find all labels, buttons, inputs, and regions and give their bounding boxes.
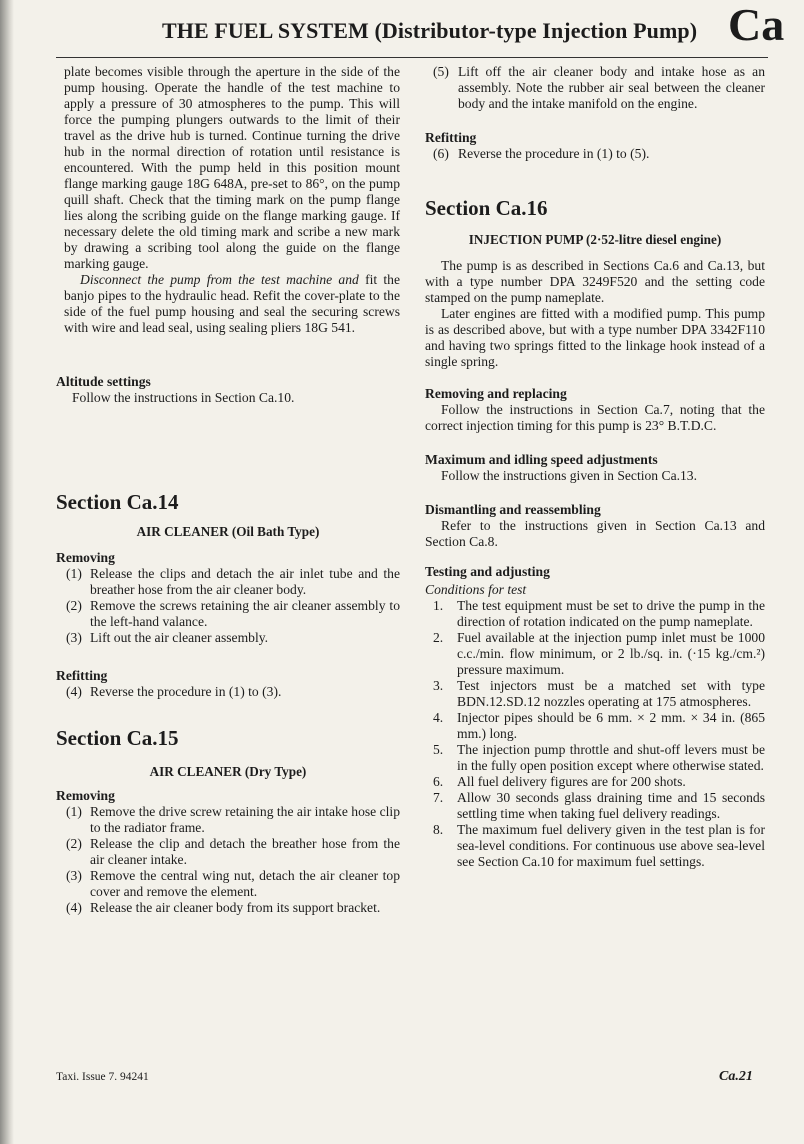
condition-item: [425, 790, 765, 822]
condition-number: 8.: [433, 822, 444, 837]
page-title: THE FUEL SYSTEM (Distributor-type Injection Pump): [162, 18, 698, 43]
dismantling-heading: Dismantling and reassembling: [425, 502, 601, 517]
condition-text: The maximum fuel delivery given in the test plan is for sea-level conditions. For continuous use above sea-level see Section Ca.10 for maximum fuel settings.: [457, 822, 765, 869]
condition-text: Injector pipes should be 6 mm. × 2 mm. × 34 in. (865 mm.) long.: [457, 710, 765, 741]
disconnect-italic: Disconnect the pump from the test machine and: [80, 272, 359, 287]
altitude-heading: Altitude settings: [56, 374, 151, 389]
section-16-para-1: The pump is as described in Sections Ca.6 and Ca.13, but with a type number DPA 3249F520 and the setting code stamped on the pump nameplate.: [425, 258, 765, 305]
list-item: (6) Reverse the procedure in (1) to (5).: [433, 146, 650, 161]
condition-item: [425, 598, 765, 630]
footer-issue: Taxi. Issue 7. 94241: [56, 1071, 149, 1083]
list-item: (1) Remove the drive screw retaining the air intake hose clip to the radiator frame.: [66, 804, 400, 835]
disconnect-rest: fit the banjo pipes to the hydraulic head. Refit the cover-plate to the side of the fuel pump housing and seal the securing screws with wire and lead seal, using sealing pliers 18G 541.: [64, 272, 400, 335]
condition-item: [425, 630, 765, 678]
page-binding-shadow: [0, 0, 14, 1144]
list-item: (1) Release the clips and detach the air inlet tube and the breather hose from the air cleaner body.: [66, 566, 400, 597]
condition-text: All fuel delivery figures are for 200 shots.: [457, 774, 686, 789]
section-15-removing-heading: Removing: [56, 788, 115, 803]
condition-number: 2.: [433, 630, 444, 645]
condition-text: Allow 30 seconds glass draining time and 15 seconds settling time when taking fuel delivery readings.: [457, 790, 765, 821]
condition-number: 6.: [433, 774, 444, 789]
removing-replacing-heading: Removing and replacing: [425, 386, 567, 401]
refitting-heading: Refitting: [425, 130, 477, 145]
section-15-subtitle: AIR CLEANER (Dry Type): [149, 764, 307, 779]
list-item: (3) Lift out the air cleaner assembly.: [66, 630, 269, 645]
footer-page-number: Ca.21: [719, 1069, 753, 1084]
list-item: (2) Release the clip and detach the breather hose from the air cleaner intake.: [66, 836, 400, 867]
removing-replacing-text: Follow the instructions in Section Ca.7, noting that the correct injection timing for this pump is 23° B.T.D.C.: [425, 402, 765, 433]
condition-item: [425, 774, 765, 790]
section-code: Ca: [728, 0, 785, 50]
conditions-list: [425, 598, 765, 870]
right-column: [425, 64, 765, 870]
condition-number: 3.: [433, 678, 444, 693]
intro-paragraph: plate becomes visible through the aperture in the side of the pump housing. Operate the handle of the test machine to apply a pressure of 30 atmospheres to the pump. This will force the pumping plungers outwards to the limit of their travel as the drive hub is turned. Continue turning the drive hub in the normal direction of rotation until resistance is encountered. With the pump held in this position mount flange marking gauge 18G 648A, pre-set to 86°, on the pump quill shaft. Check that the timing mark on the pump flange lies along the scribing guide on the flange marking gauge. If necessary delete the old timing mark and scribe a new mark by drawing a scribing tool along the guide on the flange marking gauge.: [64, 64, 400, 271]
altitude-text: Follow the instructions in Section Ca.10.: [72, 390, 295, 405]
section-14-subtitle: AIR CLEANER (Oil Bath Type): [136, 524, 320, 539]
condition-number: 7.: [433, 790, 444, 805]
section-15-heading: Section Ca.15: [56, 726, 179, 750]
condition-text: The test equipment must be set to drive the pump in the direction of rotation indicated on the pump nameplate.: [457, 598, 765, 629]
condition-text: Test injectors must be a matched set with type BDN.12.SD.12 nozzles operating at 175 atmospheres.: [457, 678, 765, 709]
max-idle-text: Follow the instructions given in Section Ca.13.: [441, 468, 697, 483]
conditions-heading: Conditions for test: [425, 582, 527, 597]
list-item: (5) Lift off the air cleaner body and intake hose as an assembly. Note the rubber air seal between the cleaner body and the intake manifold on the engine.: [433, 64, 765, 111]
page-header: [0, 0, 804, 56]
section-16-para-2: Later engines are fitted with a modified pump. This pump is as described above, but with a type number DPA 3342F110 and having two springs fitted to the linkage hook instead of a single spring.: [425, 306, 765, 369]
condition-number: 1.: [433, 598, 444, 613]
condition-text: The injection pump throttle and shut-off levers must be in the fully open position except where otherwise stated.: [457, 742, 765, 773]
dismantling-text: Refer to the instructions given in Section Ca.13 and Section Ca.8.: [425, 518, 765, 549]
condition-item: [425, 678, 765, 710]
section-14-refitting-heading: Refitting: [56, 668, 108, 683]
condition-item: [425, 742, 765, 774]
list-item: (4) Reverse the procedure in (1) to (3).: [66, 684, 282, 699]
section-16-heading: Section Ca.16: [425, 196, 548, 220]
section-14-removing-heading: Removing: [56, 550, 115, 565]
list-item: (4) Release the air cleaner body from its support bracket.: [66, 900, 381, 915]
disconnect-paragraph: [56, 272, 400, 336]
testing-heading: Testing and adjusting: [425, 564, 550, 579]
condition-text: Fuel available at the injection pump inlet must be 1000 c.c./min. flow minimum, or 2 lb./sq. in. (·15 kg./cm.²) pressure maximum.: [457, 630, 765, 677]
section-16-subtitle: INJECTION PUMP (2·52-litre diesel engine): [468, 232, 722, 247]
condition-number: 5.: [433, 742, 444, 757]
condition-number: 4.: [433, 710, 444, 725]
list-item: (3) Remove the central wing nut, detach the air cleaner top cover and remove the element.: [66, 868, 400, 899]
condition-item: [425, 710, 765, 742]
section-14-heading: Section Ca.14: [56, 490, 179, 514]
left-column: [56, 64, 400, 916]
condition-item: [425, 822, 765, 870]
list-item: (2) Remove the screws retaining the air cleaner assembly to the left-hand valance.: [66, 598, 400, 629]
max-idle-heading: Maximum and idling speed adjustments: [425, 452, 658, 467]
header-rule: [56, 57, 768, 58]
